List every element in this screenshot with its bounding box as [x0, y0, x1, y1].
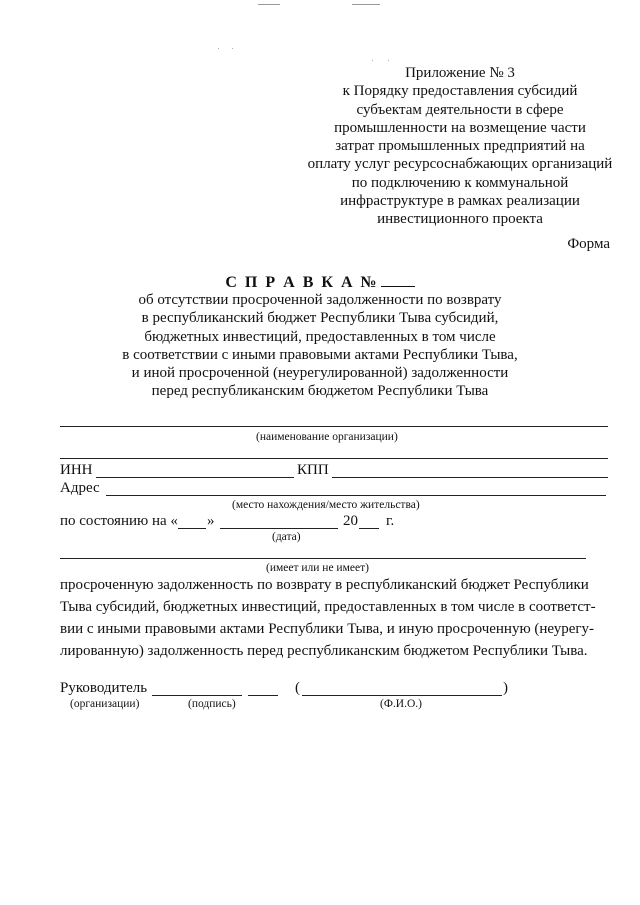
subtitle-line: бюджетных инвестиций, предоставленных в том числе	[144, 328, 496, 345]
document-title	[0, 272, 640, 292]
form-divider	[60, 458, 608, 459]
has-debt-field[interactable]	[60, 558, 586, 559]
head-organization-field[interactable]	[152, 695, 242, 696]
date-prefix: по состоянию на «	[60, 513, 178, 529]
address-caption: (место нахождения/место жительства)	[232, 499, 420, 511]
appendix-line: инфраструктуре в рамках реализации	[340, 193, 580, 210]
signature-caption: (подпись)	[188, 698, 236, 710]
address-field[interactable]	[106, 495, 606, 496]
head-name-field[interactable]	[302, 695, 502, 696]
date-month-field[interactable]	[220, 528, 338, 529]
organization-name-field[interactable]	[60, 426, 608, 427]
kpp-field[interactable]	[332, 477, 608, 478]
full-name-caption: (Ф.И.О.)	[380, 698, 422, 710]
address-label: Адрес	[60, 480, 100, 496]
inn-label: ИНН	[60, 462, 93, 478]
subtitle-line: и иной просроченной (неурегулированной) задолженности	[131, 365, 509, 382]
document-subtitle	[0, 291, 640, 401]
form-label: Форма	[567, 236, 610, 252]
date-year-field[interactable]	[359, 528, 379, 529]
subtitle-line: перед республиканским бюджетом Республики Тыва	[151, 383, 489, 400]
body-line: Тыва субсидий, бюджетных инвестиций, предоставленных в том числе в соответст-	[60, 599, 596, 615]
appendix-line: затрат промышленных предприятий на	[335, 138, 585, 155]
body-line: просроченную задолженность по возврату в республиканский бюджет Республики	[60, 577, 589, 593]
appendix-line: оплату услуг ресурсоснабжающих организаций	[307, 156, 613, 173]
date-day-field[interactable]	[178, 528, 206, 529]
title-text: С П Р А В К А №	[225, 274, 379, 291]
body-line: лированную) задолженность перед республиканским бюджетом Республики Тыва.	[60, 643, 588, 659]
scan-artifact	[352, 4, 380, 5]
date-year-prefix: 20	[343, 513, 358, 529]
date-close-quote: »	[207, 513, 215, 529]
subtitle-line: об отсутствии просроченной задолженности по возврату	[138, 292, 502, 308]
scan-artifact	[218, 48, 219, 49]
scan-artifact	[388, 60, 389, 61]
certificate-number-blank[interactable]	[381, 272, 415, 287]
appendix-header	[290, 64, 630, 229]
scan-artifact	[372, 60, 373, 61]
kpp-label: КПП	[297, 462, 329, 478]
appendix-line: субъектам деятельности в сфере	[356, 101, 564, 118]
name-close-paren: )	[503, 680, 508, 696]
organization-name-caption: (наименование организации)	[256, 431, 398, 443]
body-line: вии с иными правовыми актами Республики Тыва, и иную просроченную (неурегу-	[60, 621, 595, 637]
subtitle-line: в республиканский бюджет Республики Тыва субсидий,	[141, 310, 499, 327]
organization-caption: (организации)	[70, 698, 140, 710]
scan-artifact	[232, 48, 233, 49]
inn-field[interactable]	[96, 477, 294, 478]
name-open-paren: (	[295, 680, 300, 696]
date-suffix: г.	[386, 513, 395, 529]
appendix-line: к Порядку предоставления субсидий	[342, 83, 578, 100]
scan-artifact	[258, 4, 280, 5]
appendix-line: промышленности на возмещение части	[334, 119, 586, 136]
has-debt-caption: (имеет или не имеет)	[266, 562, 369, 574]
appendix-line: по подключению к коммунальной	[351, 174, 569, 191]
head-signature-field[interactable]	[248, 695, 278, 696]
appendix-line: инвестиционного проекта	[377, 211, 543, 228]
appendix-line: Приложение № 3	[405, 65, 515, 81]
head-label: Руководитель	[60, 680, 148, 696]
body-paragraph	[60, 574, 620, 662]
subtitle-line: в соответствии с иными правовыми актами Республики Тыва,	[122, 346, 518, 363]
date-caption: (дата)	[272, 531, 301, 543]
